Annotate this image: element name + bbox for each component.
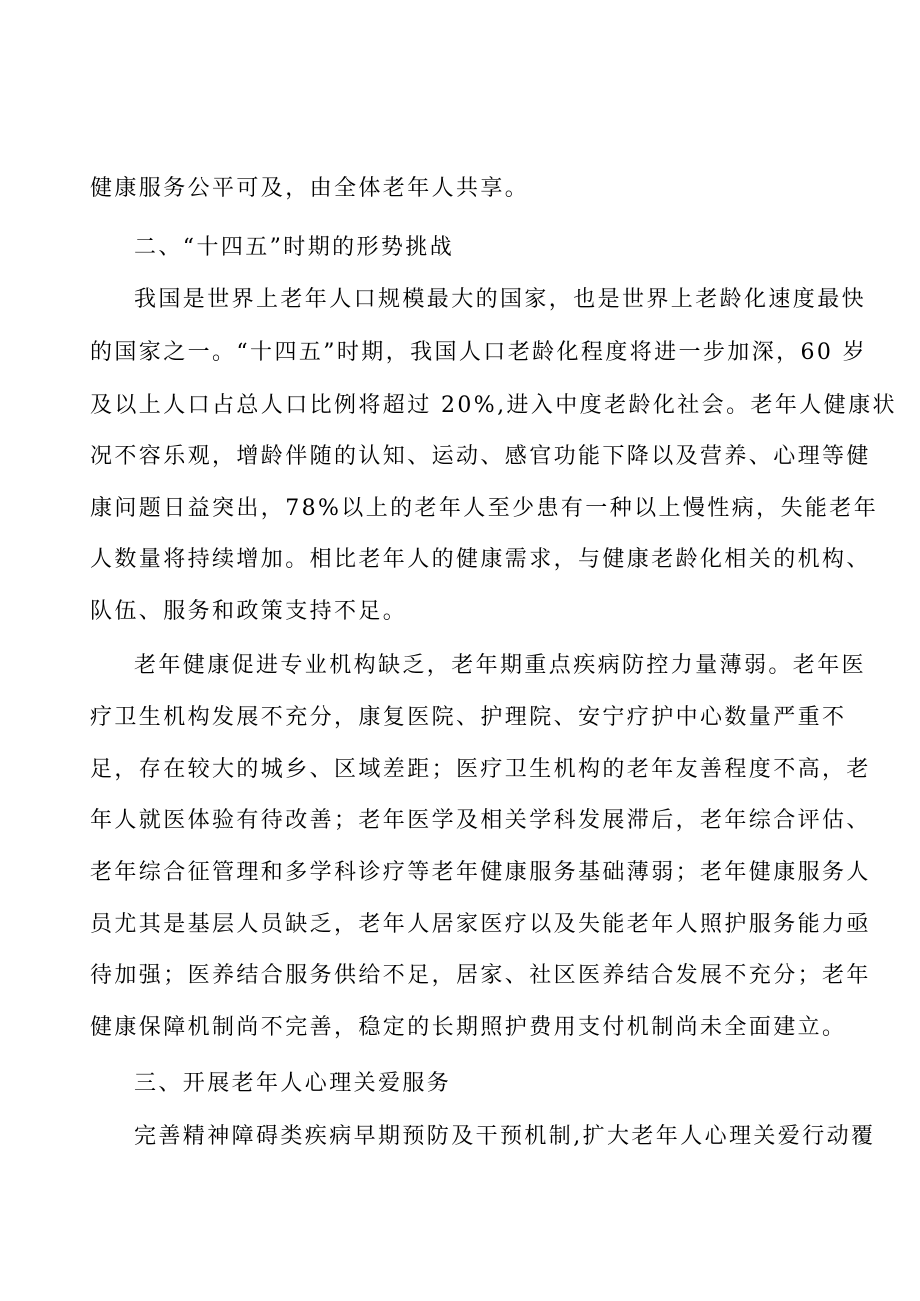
paragraph-line: 康问题日益突出，78%以上的老年人至少患有一种以上慢性病，失能老年 [90, 496, 879, 521]
paragraph-line: 年人就医体验有待改善；老年医学及相关学科发展滞后，老年综合评估、 [90, 808, 871, 833]
paragraph-line: 人数量将持续增加。相比老年人的健康需求，与健康老龄化相关的机构、 [90, 547, 871, 572]
paragraph-line: 足，存在较大的城乡、区域差距；医疗卫生机构的老年友善程度不高，老 [90, 757, 871, 782]
paragraph-line: 我国是世界上老年人口规模最大的国家，也是世界上老龄化速度最快 [134, 287, 867, 312]
paragraph-line: 队伍、服务和政策支持不足。 [90, 599, 408, 624]
paragraph-line: 疗卫生机构发展不充分，康复医院、护理院、安宁疗护中心数量严重不 [90, 705, 847, 730]
paragraph-line: 况不容乐观，增龄伴随的认知、运动、感官功能下降以及营养、心理等健 [90, 444, 871, 469]
section-heading: 二、“十四五”时期的形势挑战 [134, 235, 455, 260]
section-heading: 三、开展老年人心理关爱服务 [134, 1071, 452, 1096]
paragraph-line: 健康保障机制尚不完善，稳定的长期照护费用支付机制尚未全面建立。 [90, 1015, 847, 1040]
paragraph-line: 老年综合征管理和多学科诊疗等老年健康服务基础薄弱；老年健康服务人 [90, 860, 871, 885]
paragraph-line: 的国家之一。“十四五”时期，我国人口老龄化程度将进一步加深，60 岁 [90, 340, 868, 365]
paragraph-line: 老年健康促进专业机构缺乏，老年期重点疾病防控力量薄弱。老年医 [134, 653, 867, 678]
paragraph-line: 及以上人口占总人口比例将超过 20%,进入中度老龄化社会。老年人健康状 [90, 393, 897, 418]
paragraph-line: 健康服务公平可及，由全体老年人共享。 [90, 176, 530, 201]
paragraph-line: 完善精神障碍类疾病早期预防及干预机制,扩大老年人心理关爱行动覆 [134, 1124, 876, 1149]
paragraph-line: 员尤其是基层人员缺乏，老年人居家医疗以及失能老年人照护服务能力亟 [90, 912, 871, 937]
paragraph-line: 待加强；医养结合服务供给不足，居家、社区医养结合发展不充分；老年 [90, 963, 871, 988]
